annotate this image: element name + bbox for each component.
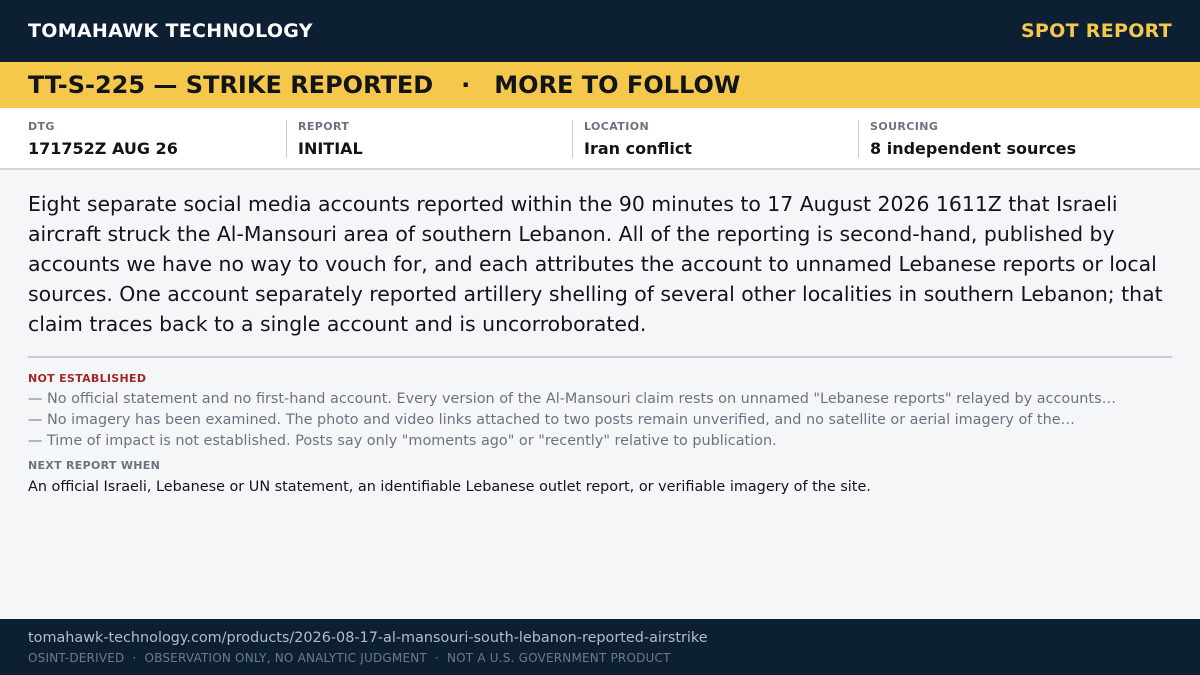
headline-bar — [0, 62, 1200, 108]
meta-label: REPORT — [298, 120, 350, 133]
next-report-label: NEXT REPORT WHEN — [28, 459, 161, 472]
meta-value: 171752Z AUG 26 — [28, 139, 178, 158]
list-item: — No imagery has been examined. The photo and video links attached to two posts remain unverified, and no satellite or aerial imagery of the… — [28, 412, 1075, 428]
not-established-list — [28, 389, 1172, 452]
meta-location — [572, 120, 858, 158]
meta-label: LOCATION — [584, 120, 650, 133]
section-divider — [28, 356, 1172, 358]
metadata-row — [0, 108, 1200, 170]
footer — [0, 619, 1200, 675]
next-report-text: An official Israeli, Lebanese or UN statement, an identifiable Lebanese outlet report, or verifiable imagery of the site. — [28, 479, 871, 495]
headline-separator: · — [461, 71, 471, 99]
disclaimer-separator: · — [132, 651, 137, 665]
meta-value: 8 independent sources — [870, 139, 1077, 158]
meta-dtg — [0, 108, 286, 168]
list-item: — No official statement and no first-hand account. Every version of the Al-Mansouri claim rests on unnamed "Lebanese reports" relayed by accounts… — [28, 391, 1116, 407]
report-type-label: SPOT REPORT — [1020, 20, 1172, 42]
footer-url-link[interactable]: tomahawk-technology.com/products/2026-08-17-al-mansouri-south-lebanon-reported-airstrike — [28, 630, 708, 646]
disclaimer-item: OSINT-DERIVED — [28, 651, 125, 665]
not-established-label: NOT ESTABLISHED — [28, 372, 147, 385]
brand-name: TOMAHAWK TECHNOLOGY — [28, 20, 313, 42]
meta-report — [286, 120, 572, 158]
headline-title: TT-S-225 — STRIKE REPORTED — [28, 71, 434, 99]
disclaimer-separator: · — [434, 651, 439, 665]
meta-value: INITIAL — [298, 139, 363, 158]
headline-status: MORE TO FOLLOW — [494, 71, 741, 99]
meta-sourcing — [858, 120, 1144, 158]
meta-label: DTG — [28, 120, 55, 133]
top-bar — [0, 0, 1200, 62]
disclaimer-item: NOT A U.S. GOVERNMENT PRODUCT — [446, 651, 671, 665]
report-summary: Eight separate social media accounts reported within the 90 minutes to 17 August 2026 1611Z that Israeli aircraft struck the Al-Mansouri area of southern Lebanon. All of the reporting is second-hand, published by accounts we have no way to vouch for, and each attributes the account to unnamed Lebanese reports or local sources. One account separately reported artillery shelling of several other localities in southern Lebanon; that claim traces back to a single account and is uncorroborated. — [28, 192, 1163, 336]
meta-value: Iran conflict — [584, 139, 692, 158]
disclaimer-item: OBSERVATION ONLY, NO ANALYTIC JUDGMENT — [144, 651, 427, 665]
meta-label: SOURCING — [870, 120, 939, 133]
list-item: — Time of impact is not established. Posts say only "moments ago" or "recently" relative to publication. — [28, 433, 777, 449]
footer-disclaimer — [28, 650, 1172, 666]
